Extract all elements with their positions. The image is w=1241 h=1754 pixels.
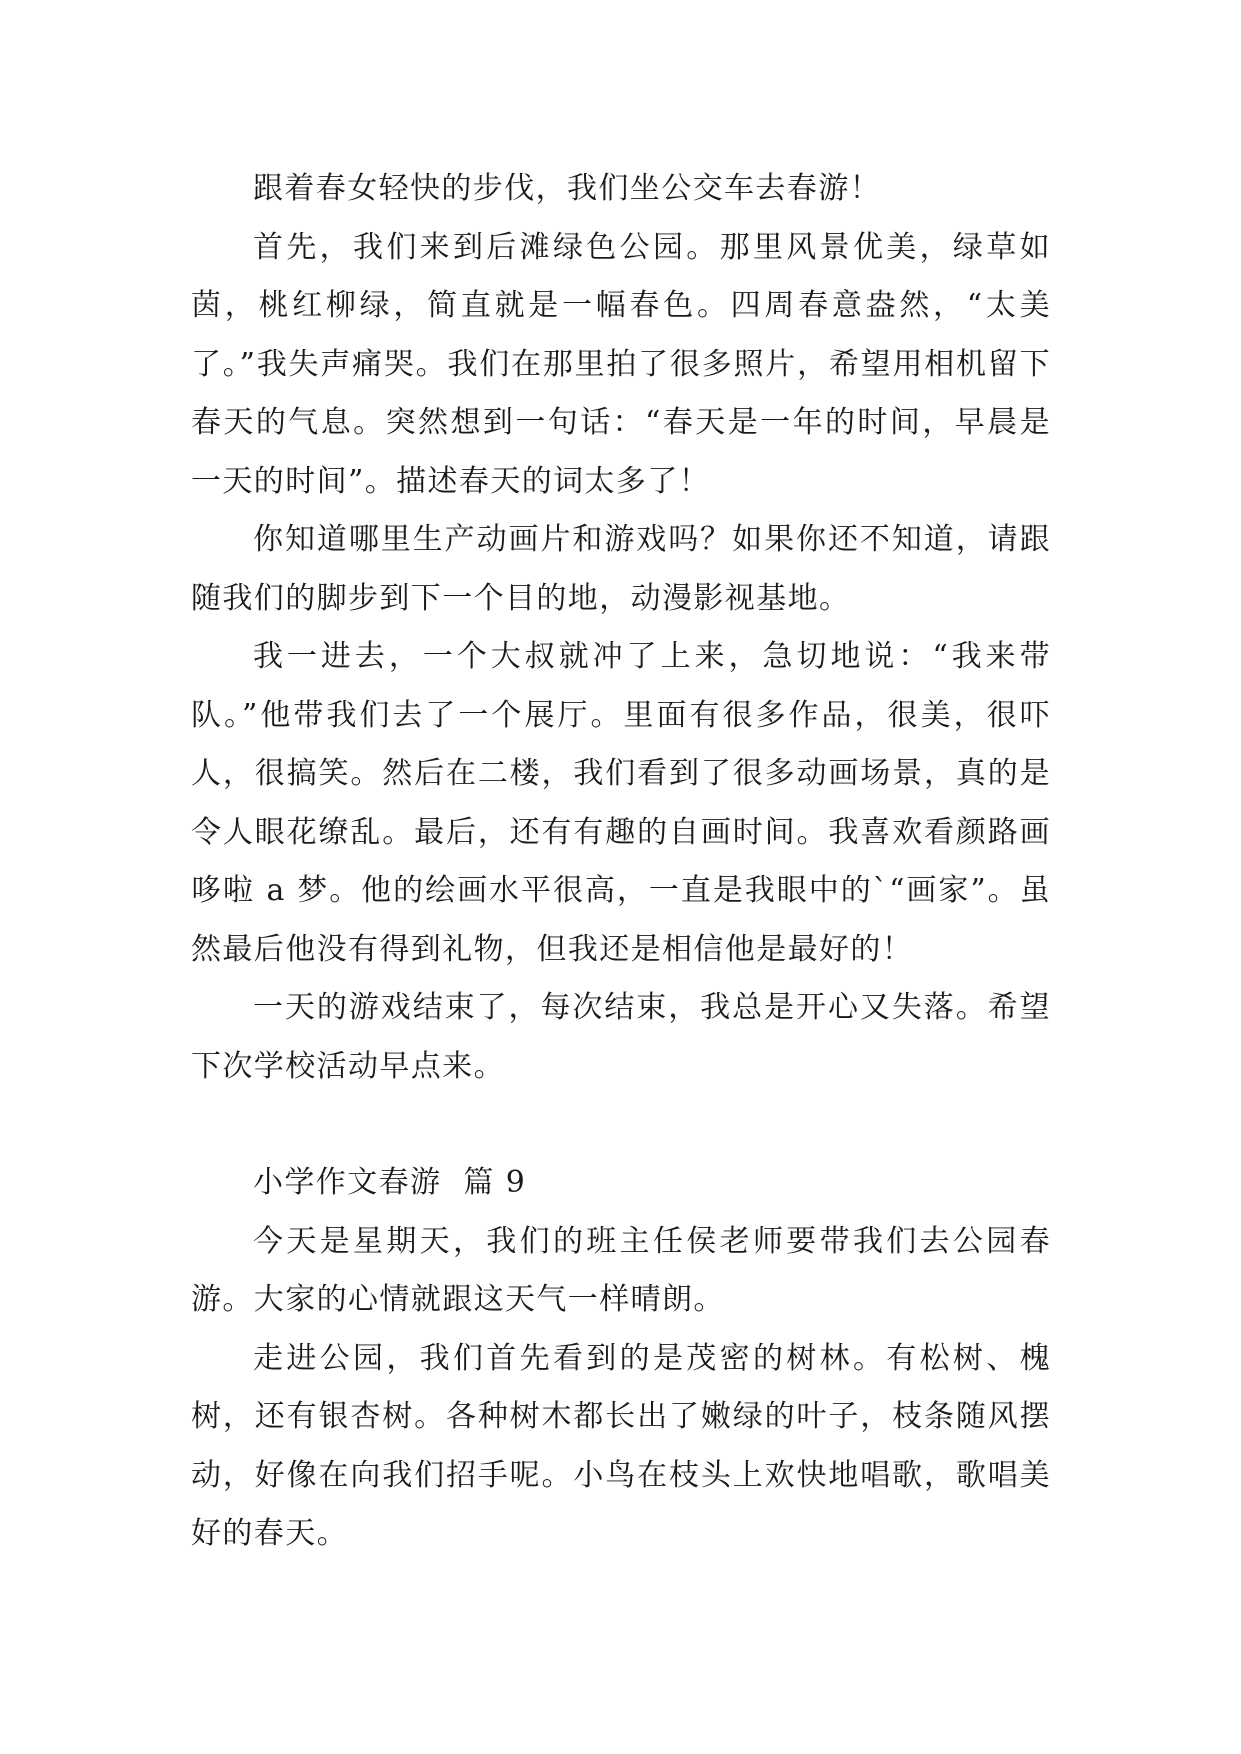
section-heading [191, 1154, 1051, 1213]
paragraph: 你知道哪里生产动画片和游戏吗？如果你还不知道，请跟随我们的脚步到下一个目的地，动漫影视基地。 [191, 522, 1051, 616]
paragraph: 首先，我们来到后滩绿色公园。那里风景优美，绿草如茵，桃红柳绿，简直就是一幅春色。四周春意盎然，“太美了。”我失声痛哭。我们在那里拍了很多照片，希望用相机留下春天的气息。突然想到一句话：“春天是一年的时间，早晨是一天的时间”。描述春天的词太多了！ [191, 229, 1051, 499]
section-number: 篇 9 [463, 1165, 527, 1200]
paragraph: 走进公园，我们首先看到的是茂密的树林。有松树、槐树，还有银杏树。各种树木都长出了嫩绿的叶子，枝条随风摆动，好像在向我们招手呢。小鸟在枝头上欢快地唱歌，歌唱美好的春天。 [191, 1340, 1051, 1551]
paragraph: 跟着春女轻快的步伐，我们坐公交车去春游！ [253, 171, 881, 206]
paragraph: 我一进去，一个大叔就冲了上来，急切地说：“我来带队。”他带我们去了一个展厅。里面有很多作品，很美，很吓人，很搞笑。然后在二楼，我们看到了很多动画场景，真的是令人眼花缭乱。最后，还有有趣的自画时间。我喜欢看颜路画哆啦 a 梦。他的绘画水平很高，一直是我眼中的`“画家”。虽然最后他没有得到礼物，但我还是相信他是最好的！ [191, 639, 1051, 967]
paragraph: 今天是星期天，我们的班主任侯老师要带我们去公园春游。大家的心情就跟这天气一样晴朗。 [191, 1223, 1051, 1317]
section-title: 小学作文春游 [253, 1165, 442, 1200]
paragraph: 一天的游戏结束了，每次结束，我总是开心又失落。希望下次学校活动早点来。 [191, 990, 1051, 1084]
document-body [191, 160, 1051, 1564]
